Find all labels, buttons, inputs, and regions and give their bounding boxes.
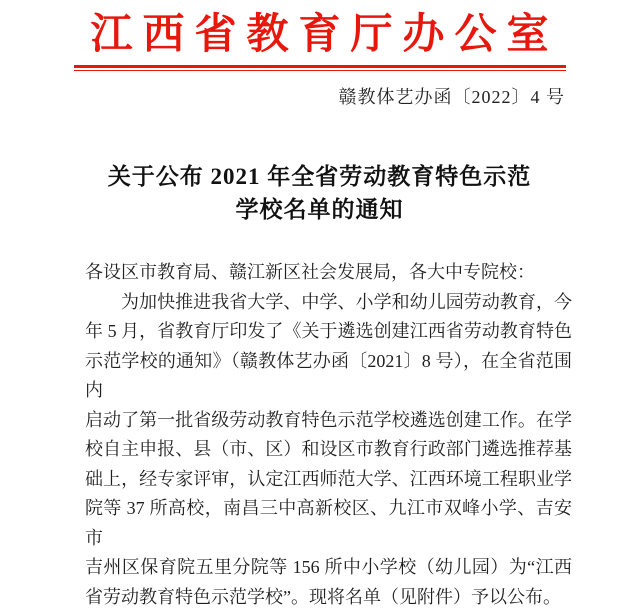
notice-title: [0, 160, 639, 226]
notice-title-line-1: 关于公布 2021 年全省劳动教育特色示范: [0, 160, 639, 193]
body-line: 校自主申报、县（市、区）和设区市教育行政部门遴选推荐基: [85, 435, 572, 465]
body-text: [85, 258, 572, 612]
document-page: [0, 10, 639, 550]
body-line: 础上，经专家评审，认定江西师范大学、江西环境工程职业学: [85, 465, 572, 495]
salutation-line: 各设区市教育局、赣江新区社会发展局，各大中专院校：: [85, 258, 572, 288]
body-line: 院等 37 所高校，南昌三中高新校区、九江市双峰小学、吉安市: [85, 494, 572, 553]
body-line: 示范学校的通知》（赣教体艺办函〔2021〕8 号），在全省范围内: [85, 347, 572, 406]
red-double-rule: [74, 65, 566, 71]
notice-title-line-2: 学校名单的通知: [0, 193, 639, 226]
body-line: 为加快推进我省大学、中学、小学和幼儿园劳动教育，今: [85, 288, 572, 318]
body-line: 年 5 月，省教育厅印发了《关于遴选创建江西省劳动教育特色: [85, 317, 572, 347]
body-line: 吉州区保育院五里分院等 156 所中小学校（幼儿园）为“江西: [85, 553, 572, 583]
body-line: 省劳动教育特色示范学校”。现将名单（见附件）予以公布。: [85, 583, 572, 612]
issuer-header: 江西省教育厅办公室: [0, 10, 639, 60]
body-line: 启动了第一批省级劳动教育特色示范学校遴选创建工作。在学: [85, 406, 572, 436]
document-number: 赣教体艺办函〔2022〕4 号: [0, 86, 639, 108]
